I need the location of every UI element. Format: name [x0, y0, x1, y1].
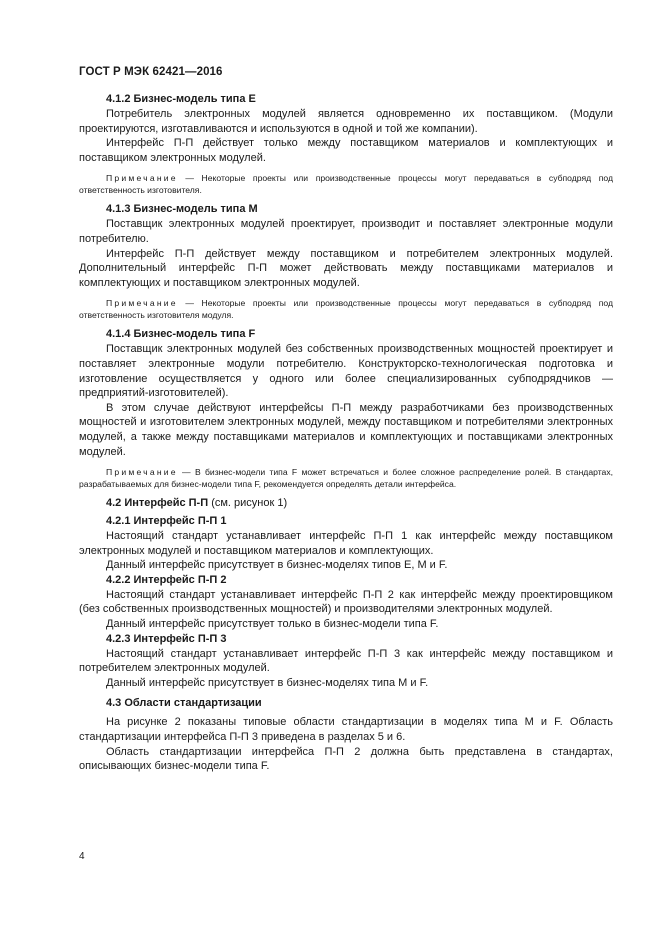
note-text: Некоторые проекты или производственные процессы могут передаваться в субподряд под ответственность изготовителя модуля.: [79, 298, 613, 321]
paragraph: Данный интерфейс присутствует в бизнес-моделях типов Е, М и F.: [106, 559, 448, 572]
note-label: Примечание: [106, 467, 178, 478]
paragraph: Интерфейс П-П действует между поставщиком и потребителем электронных модулей. Дополнительный интерфейс П-П может действовать между поставщиками материалов и комплектующих и поставщиком электронных модулей.: [79, 247, 613, 289]
paragraph: Данный интерфейс присутствует только в бизнес-модели типа F.: [106, 618, 439, 631]
section-heading-4-2-3: 4.2.3 Интерфейс П-П 3: [106, 632, 227, 645]
section-heading-4-2: [79, 496, 613, 511]
note-dash: —: [177, 298, 202, 309]
note-text: В бизнес-модели типа F может встречаться и более сложное распределение ролей. В стандартах, разрабатываемых для бизнес-модели типа F, рекомендуется определять детали интерфейса.: [79, 467, 613, 490]
paragraph: Данный интерфейс присутствует в бизнес-моделях типа М и F.: [106, 676, 429, 689]
section-heading-4-3: 4.3 Области стандартизации: [106, 697, 262, 710]
note: [79, 297, 613, 321]
section-heading-4-1-4: 4.1.4 Бизнес-модель типа F: [106, 328, 256, 341]
note-text: Некоторые проекты или производственные процессы могут передаваться в субподряд под ответственность изготовителя.: [79, 173, 613, 196]
paragraph: На рисунке 2 показаны типовые области стандартизации в моделях типа М и F. Область стандартизации интерфейса П-П 3 приведена в разделах 5 и 6.: [79, 716, 613, 744]
note-label: Примечание: [106, 298, 178, 309]
note-label: Примечание: [106, 173, 178, 184]
section-heading-4-2-bold: 4.2 Интерфейс П-П: [106, 497, 209, 510]
paragraph: Потребитель электронных модулей является одновременно их поставщиком. (Модули проектируются, изготавливаются и используются в одной и той же компании).: [79, 108, 613, 135]
note-dash: —: [177, 173, 202, 184]
document-header: ГОСТ Р МЭК 62421—2016: [79, 66, 223, 78]
paragraph: Область стандартизации интерфейса П-П 2 должна быть представлена в стандартах, описывающих бизнес-модели типа F.: [79, 745, 613, 773]
paragraph: Настоящий стандарт устанавливает интерфейс П-П 1 как интерфейс между поставщиком электронных модулей и поставщиком материалов и комплектующих.: [79, 530, 613, 557]
section-heading-4-2-2: 4.2.2 Интерфейс П-П 2: [106, 573, 227, 586]
section-heading-4-1-3: 4.1.3 Бизнес-модель типа М: [106, 203, 258, 216]
document-body: [79, 92, 613, 774]
paragraph: Поставщик электронных модулей без собственных производственных мощностей проектирует и поставляет электронные модули потребителю. Конструкторско-технологическая подготовка и изготовление осуществляется у одного или более специализированных субподрядчиков — предприятий-изготовителей).: [79, 343, 613, 400]
paragraph: Настоящий стандарт устанавливает интерфейс П-П 3 как интерфейс между поставщиком и потребителем электронных модулей.: [79, 647, 613, 675]
note-dash: —: [177, 467, 195, 478]
paragraph: Поставщик электронных модулей проектирует, производит и поставляет электронные модули потребителю.: [79, 218, 613, 245]
paragraph: Настоящий стандарт устанавливает интерфейс П-П 2 как интерфейс между проектировщиком (без собственных производственных мощностей) и производителями электронных модулей.: [79, 588, 613, 616]
section-heading-4-2-1: 4.2.1 Интерфейс П-П 1: [106, 515, 227, 528]
figure-reference: (см. рисунок 1): [208, 497, 288, 510]
page-number: 4: [79, 851, 85, 862]
note: [79, 466, 613, 490]
paragraph: Интерфейс П-П действует только между поставщиком материалов и комплектующих и поставщиком электронных модулей.: [79, 137, 613, 164]
section-heading-4-1-2: 4.1.2 Бизнес-модель типа Е: [106, 93, 256, 105]
note: [79, 172, 613, 196]
paragraph: В этом случае действуют интерфейсы П-П между разработчиками без производственных мощностей и изготовителем электронных модулей, между поставщиком и потребителями электронных модулей, а также между поставщиками материалов и комплектующих и поставщиками электронных модулей.: [79, 401, 613, 458]
